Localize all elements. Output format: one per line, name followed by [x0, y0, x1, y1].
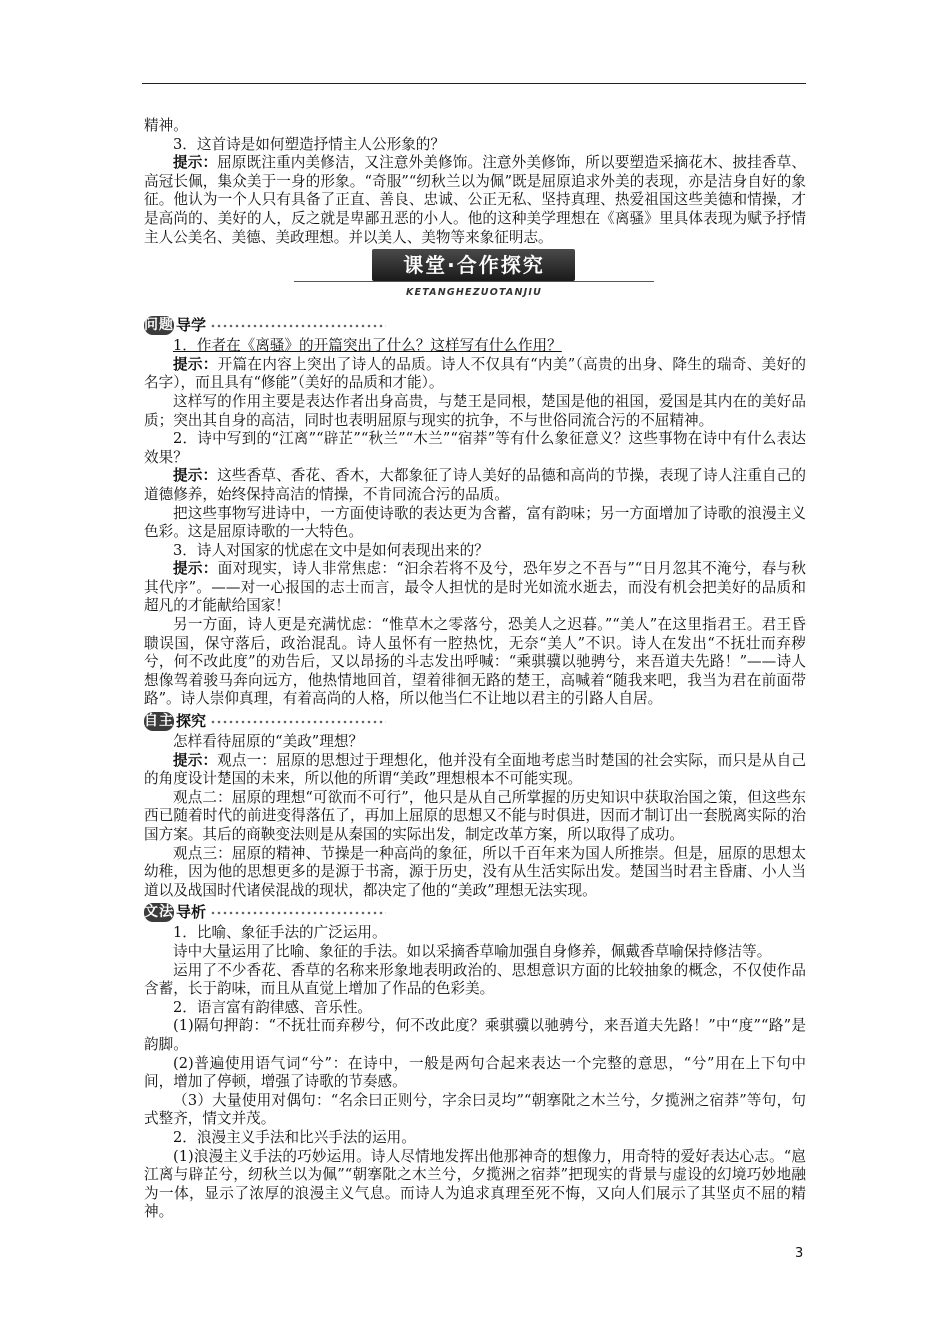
paragraph: 把这些事物写进诗中，一方面使诗歌的表达更为含蓄，富有韵味；另一方面增加了诗歌的浪漫主义色彩。这是屈原诗歌的一大特色。 — [144, 504, 806, 541]
paragraph: 精神。 — [144, 117, 188, 134]
hint-label: 提示： — [173, 154, 218, 172]
section-title: 导学 — [176, 316, 207, 335]
section-heading-wenfa — [144, 902, 806, 924]
answer-text: 面对现实，诗人非常焦虑：“汩余若将不及兮，恐年岁之不吾与”“日月忽其不淹兮，春与秋其代序”。——对一心报国的志士而言，最令人担忧的是时光如流水逝去，而没有机会把美好的品质和超凡的才能献给国家！ — [144, 560, 806, 615]
section-heading-wenti — [144, 315, 806, 337]
banner-title: 课堂·合作探究 — [403, 253, 545, 278]
hint-label: 提示： — [173, 355, 218, 373]
subheading: 1．比喻、象征手法的广泛运用。 — [173, 924, 387, 942]
question: 2．诗中写到的“江离”“辟芷”“秋兰”“木兰”“宿莽”等有什么象征意义？这些事物在诗中有什么表达效果？ — [144, 430, 806, 466]
subheading: 2．语言富有韵律感、音乐性。 — [173, 998, 373, 1016]
header-rule — [142, 83, 806, 84]
answer — [144, 356, 806, 393]
question: 怎样看待屈原的“美政”理想？ — [173, 733, 364, 751]
answer-text: 这些香草、香花、香木，大都象征了诗人美好的品德和高尚的节操，表现了诗人注重自己的道德修养，始终保持高洁的情操，不肯同流合污的品质。 — [144, 467, 806, 503]
section-banner — [144, 247, 806, 313]
question: 3．诗人对国家的忧虑在文中是如何表现出来的？ — [173, 541, 489, 559]
answer-text: 屈原既注重内美修洁，又注意外美修饰。注意外美修饰，所以要塑造采摘花木、披挂香草、高冠长佩，集众美于一身的形象。“奇服”“纫秋兰以为佩”既是屈原追求外美的表现，亦是洁身自好的象征。他认为一个人只有具备了正直、善良、忠诚、公正无私、坚持真理、热爱祖国这些美德和情操，才是高尚的、美好的人，反之就是卑鄙丑恶的小人。他的这种美学理想在《离骚》里具体表现为赋予抒情主人公美名、美德、美政理想。并以美人、美物等来象征明志。 — [144, 154, 806, 246]
dotted-divider — [210, 911, 386, 915]
paragraph: 观点二：屈原的理想“可欲而不可行”，他只是从自己所掌握的历史知识中获取治国之策，但这些东西已随着时代的前进变得落伍了，再加上屈原的思想又不能与时俱进，因而才制订出一套脱离实际的治国方案。其后的商鞅变法则是从秦国的实际出发，制定改革方案，所以取得了成功。 — [144, 788, 806, 843]
answer — [144, 467, 806, 504]
dotted-divider — [210, 720, 386, 724]
paragraph: 另一方面，诗人更是充满忧虑：“惟草木之零落兮，恐美人之迟暮。”“美人”在这里指君王。君王昏聩误国，保守落后，政治混乱。诗人虽怀有一腔热忱，无奈“美人”不识。诗人在发出“不抚壮而弃秽兮，何不改此度”的劝告后，又以昂扬的斗志发出呼喊：“乘骐骥以驰骋兮，来吾道夫先路！”——诗人想像驾着骏马奔向远方，他热情地回首，望着徘徊无路的楚王，高喊着“随我来吧，我当为君在前面带路”。诗人崇仰真理，有着高尚的人格，所以他当仁不让地以君主的引路人自居。 — [144, 616, 806, 708]
page-content — [144, 117, 806, 1222]
question-text: 1．作者在《离骚》的开篇突出了什么？这样写有什么作用？ — [173, 337, 562, 355]
paragraph: 这样写的作用主要是表达作者出身高贵，与楚王是同根，楚国是他的祖国，爱国是其内在的美好品质；突出其自身的高洁，同时也表明屈原与现实的抗争，不与世俗同流合污的不屈精神。 — [144, 392, 806, 429]
section-badge: 问题 — [144, 317, 174, 334]
answer — [144, 154, 806, 247]
section-badge: 文法 — [144, 904, 174, 921]
answer — [144, 560, 806, 616]
answer-text: 开篇在内容上突出了诗人的品质。诗人不仅具有“内美”（高贵的出身、降生的瑞奇、美好的名字），而且具有“修能”（美好的品质和才能）。 — [144, 355, 806, 392]
paragraph: 运用了不少香花、香草的名称来形象地表明政治的、思想意识方面的比较抽象的概念，不仅使作品含蓄，长于韵味，而且从直觉上增加了作品的色彩美。 — [144, 961, 806, 998]
section-badge: 自主 — [144, 713, 174, 730]
section-title: 探究 — [176, 712, 207, 731]
banner-rule — [294, 281, 654, 282]
question — [144, 337, 806, 356]
section-heading-zizhu — [144, 711, 806, 733]
paragraph: (2)普遍使用语气词“兮”：在诗中，一般是两句合起来表达一个完整的意思，“兮”用在上下句中间，增加了停顿，增强了诗歌的节奏感。 — [144, 1054, 806, 1091]
dotted-divider — [210, 324, 386, 328]
hint-label: 提示： — [173, 751, 218, 769]
paragraph: 观点三：屈原的精神、节操是一种高尚的象征，所以千百年来为国人所推崇。但是，屈原的思想太幼稚，因为他的思想更多的是源于书斋，源于历史，没有从生活实际出发。楚国当时君主昏庸、小人当道以及战国时代诸侯混战的现状，都决定了他的“美政”理想无法实现。 — [144, 844, 806, 899]
question: 3．这首诗是如何塑造抒情主人公形象的？ — [173, 135, 445, 153]
hint-label: 提示： — [173, 560, 218, 578]
paragraph: （3）大量使用对偶句：“名余曰正则兮，字余曰灵均”“朝搴阰之木兰兮，夕揽洲之宿莽”等句，句式整齐，情文并茂。 — [144, 1091, 806, 1128]
paragraph: (1)浪漫主义手法的巧妙运用。诗人尽情地发挥出他那神奇的想像力，用奇特的爱好表达心志。“扈江离与辟芷兮，纫秋兰以为佩”“朝搴阰之木兰兮，夕揽洲之宿莽”把现实的背景与虚设的幻境巧妙地融为一体，显示了浓厚的浪漫主义气息。而诗人为追求真理至死不悔，又向人们展示了其坚贞不屈的精神。 — [144, 1147, 806, 1221]
answer — [144, 752, 806, 789]
subheading: 2．浪漫主义手法和比兴手法的运用。 — [173, 1128, 416, 1146]
hint-label: 提示： — [173, 467, 218, 485]
answer-text: 观点一：屈原的思想过于理想化，他并没有全面地考虑当时楚国的社会实际，而只是从自己的角度设计楚国的未来，所以他的所谓“美政”理想根本不可能实现。 — [144, 751, 806, 788]
paragraph: 诗中大量运用了比喻、象征的手法。如以采摘香草喻加强自身修养，佩戴香草喻保持修洁等。 — [173, 942, 772, 960]
section-title: 导析 — [176, 903, 207, 922]
banner-pinyin: KETANGHEZUOTANJIU — [405, 287, 543, 299]
paragraph: (1)隔句押韵：“不抚壮而弃秽兮，何不改此度？乘骐骥以驰骋兮，来吾道夫先路！”中“度”“路”是韵脚。 — [144, 1017, 806, 1053]
page-number: 3 — [795, 1246, 804, 1261]
